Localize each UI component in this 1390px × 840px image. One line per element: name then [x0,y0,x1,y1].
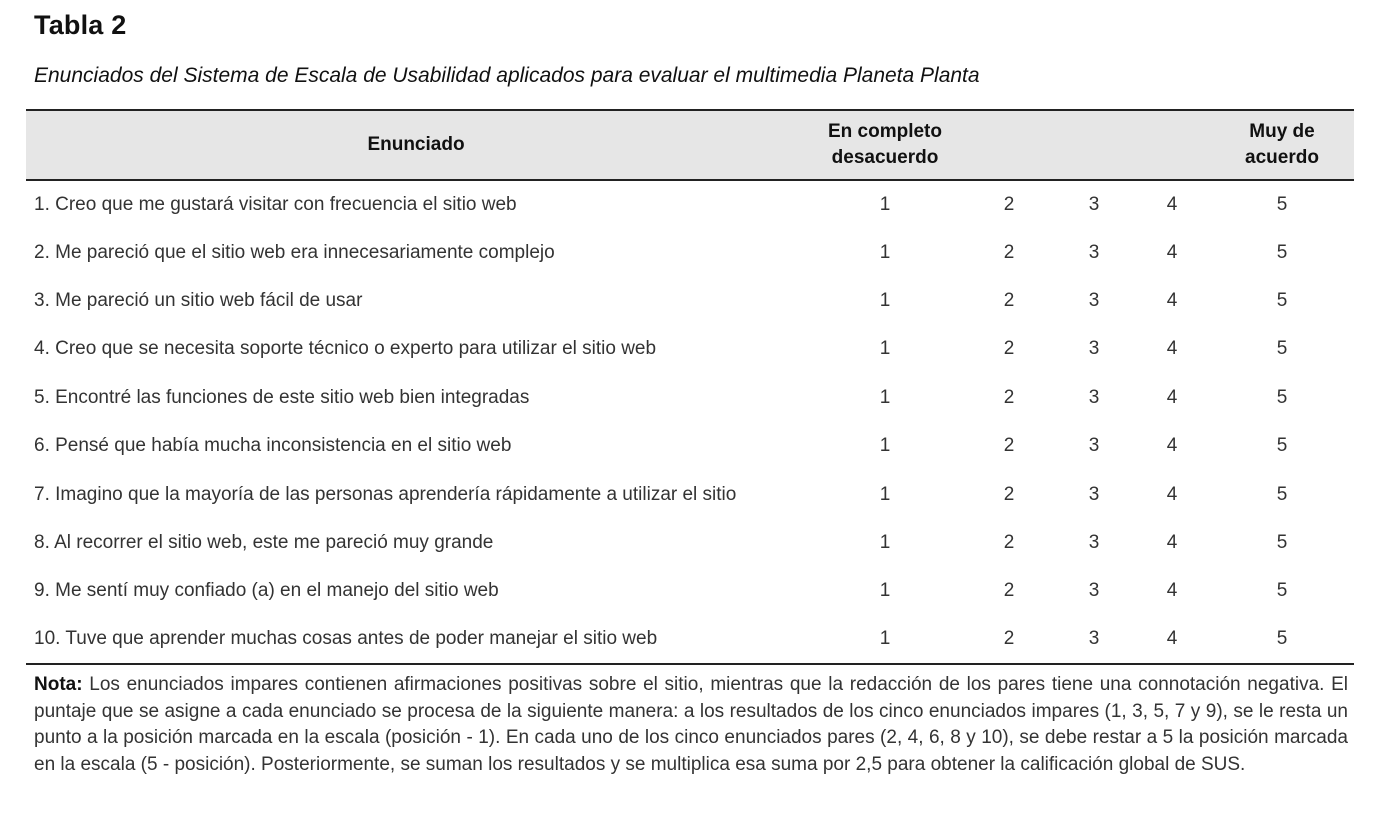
scale-cell-2: 2 [1003,338,1015,360]
scale-cell-2: 2 [1003,241,1015,263]
scale-cell-5: 5 [1276,628,1288,650]
sus-table [26,109,1354,665]
header-strongly-agree [1210,110,1354,180]
scale-cell-1: 1 [879,531,891,553]
table-row [26,228,1354,276]
statement-cell: 7. Imagino que la mayoría de las personas aprendería rápidamente a utilizar el sitio [34,483,737,505]
note-text: Los enunciados impares contienen afirmaciones positivas sobre el sitio, mientras que la redacción de los pares tiene una connotación negativa. El puntaje que se asigne a cada enunciado se procesa de la siguiente manera: a los resultados de los cinco enunciados impares (1, 3, 5, 7 y 9), se le resta un punto a la posición marcada en la escala (posición - 1). En cada uno de los cinco enunciados pares (2, 4, 6, 8 y 10), se debe restar a 5 la posición marcada en la escala (5 - posición). Posteriormente, se suman los resultados y se multiplica esa suma por 2,5 para obtener la calificación global de SUS. [34,674,1348,775]
scale-cell-4: 4 [1166,193,1178,215]
table-row [26,277,1354,325]
table-row [26,374,1354,422]
scale-cell-3: 3 [1088,628,1100,650]
scale-cell-1: 1 [879,483,891,505]
header-col-3 [1054,110,1134,180]
scale-cell-1: 1 [879,338,891,360]
header-strongly-agree-line2: acuerdo [1245,147,1319,168]
scale-cell-5: 5 [1276,580,1288,602]
scale-cell-2: 2 [1003,580,1015,602]
scale-cell-4: 4 [1166,531,1178,553]
scale-cell-3: 3 [1088,531,1100,553]
scale-cell-5: 5 [1276,193,1288,215]
statement-cell: 4. Creo que se necesita soporte técnico o experto para utilizar el sitio web [34,338,657,360]
scale-cell-5: 5 [1276,241,1288,263]
scale-cell-3: 3 [1088,193,1100,215]
scale-cell-4: 4 [1166,338,1178,360]
scale-cell-2: 2 [1003,289,1015,311]
table-row [26,616,1354,664]
scale-cell-3: 3 [1088,289,1100,311]
statement-cell: 9. Me sentí muy confiado (a) en el manejo del sitio web [34,580,499,602]
header-statement [26,110,806,180]
header-strongly-disagree-line2: desacuerdo [831,147,939,168]
scale-cell-4: 4 [1166,580,1178,602]
scale-cell-2: 2 [1003,628,1015,650]
statement-cell: 10. Tuve que aprender muchas cosas antes de poder manejar el sitio web [34,628,658,650]
scale-cell-5: 5 [1276,531,1288,553]
statement-cell: 8. Al recorrer el sitio web, este me pareció muy grande [34,531,494,553]
scale-cell-2: 2 [1003,435,1015,457]
scale-cell-3: 3 [1088,580,1100,602]
header-col-2 [964,110,1054,180]
scale-cell-2: 2 [1003,386,1015,408]
table-row [26,180,1354,228]
statement-cell: 5. Encontré las funciones de este sitio web bien integradas [34,386,530,408]
scale-cell-3: 3 [1088,241,1100,263]
statement-cell: 2. Me pareció que el sitio web era innecesariamente complejo [34,241,555,263]
sus-table-container [26,109,1354,665]
scale-cell-1: 1 [879,435,891,457]
statement-cell: 6. Pensé que había mucha inconsistencia en el sitio web [34,435,512,457]
scale-cell-2: 2 [1003,193,1015,215]
table-row [26,470,1354,518]
scale-cell-1: 1 [879,580,891,602]
scale-cell-5: 5 [1276,483,1288,505]
scale-cell-4: 4 [1166,628,1178,650]
table-header [26,110,1354,180]
table-row [26,519,1354,567]
scale-cell-5: 5 [1276,338,1288,360]
table-row [26,422,1354,470]
scale-cell-1: 1 [879,241,891,263]
scale-cell-2: 2 [1003,531,1015,553]
header-row [26,110,1354,180]
scale-cell-4: 4 [1166,241,1178,263]
header-col-4 [1134,110,1210,180]
scale-cell-5: 5 [1276,435,1288,457]
table-note [34,672,1348,778]
header-strongly-agree-line1: Muy de [1249,121,1315,142]
header-strongly-disagree [806,110,964,180]
table-row [26,325,1354,373]
scale-cell-5: 5 [1276,289,1288,311]
header-strongly-disagree-line1: En completo [827,121,942,142]
table-body [26,180,1354,664]
scale-cell-3: 3 [1088,483,1100,505]
table-row [26,567,1354,615]
note-label: Nota: [34,674,83,695]
scale-cell-1: 1 [879,628,891,650]
scale-cell-1: 1 [879,193,891,215]
scale-cell-3: 3 [1088,386,1100,408]
scale-cell-3: 3 [1088,435,1100,457]
header-statement-text: Enunciado [367,134,465,155]
statement-cell: 3. Me pareció un sitio web fácil de usar [34,289,363,311]
scale-cell-2: 2 [1003,483,1015,505]
scale-cell-4: 4 [1166,435,1178,457]
scale-cell-5: 5 [1276,386,1288,408]
statement-cell: 1. Creo que me gustará visitar con frecuencia el sitio web [34,193,517,215]
table-label: Tabla 2 [34,10,127,40]
scale-cell-3: 3 [1088,338,1100,360]
scale-cell-4: 4 [1166,289,1178,311]
scale-cell-1: 1 [879,289,891,311]
scale-cell-4: 4 [1166,483,1178,505]
scale-cell-1: 1 [879,386,891,408]
table-caption: Enunciados del Sistema de Escala de Usabilidad aplicados para evaluar el multimedia Planeta Planta [34,64,980,87]
scale-cell-4: 4 [1166,386,1178,408]
